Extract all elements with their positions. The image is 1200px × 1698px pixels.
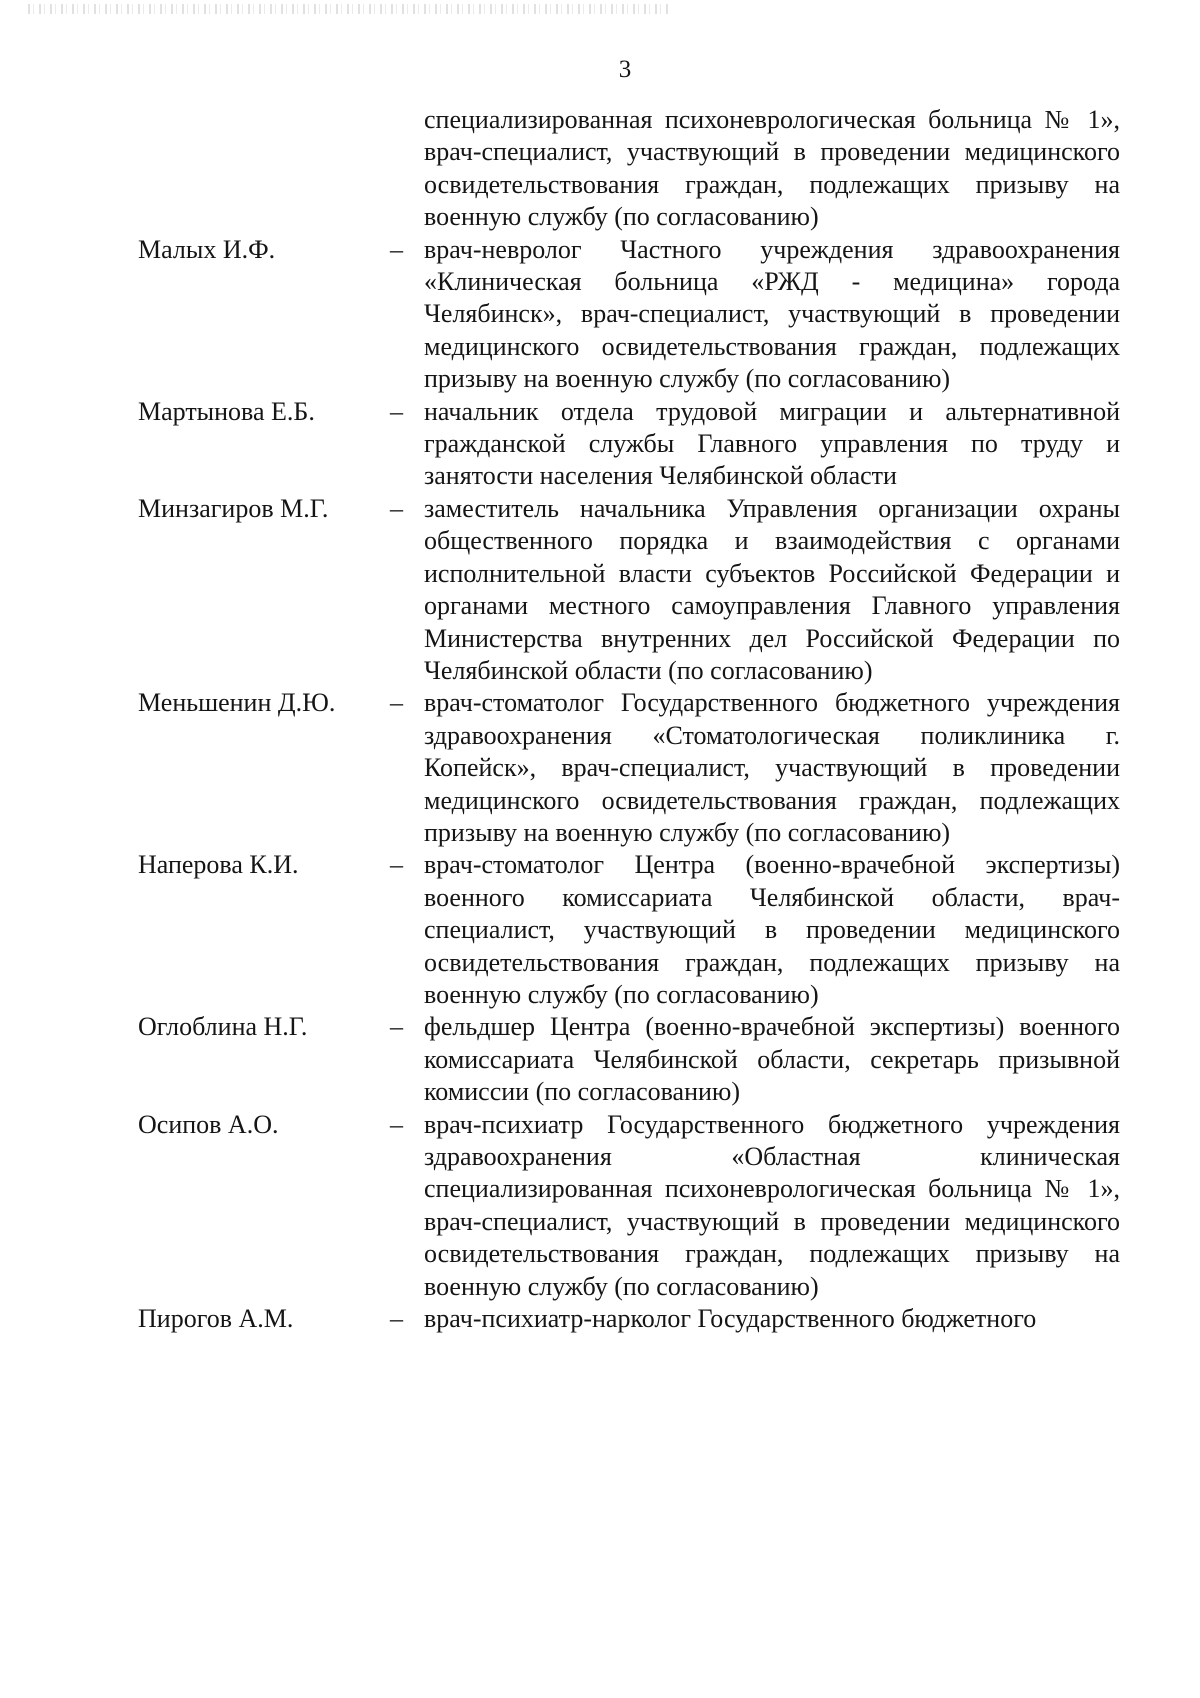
entry-dash: – bbox=[390, 1109, 403, 1139]
member-entry bbox=[138, 1011, 1118, 1108]
member-name: Осипов А.О. bbox=[138, 1109, 279, 1139]
member-name: Оглоблина Н.Г. bbox=[138, 1012, 308, 1042]
commission-member-list bbox=[138, 104, 1118, 1335]
continuation-entry bbox=[138, 104, 1118, 234]
member-name: Наперова К.И. bbox=[138, 850, 299, 880]
scan-artifact bbox=[28, 4, 668, 14]
entry-dash: – bbox=[390, 234, 403, 264]
member-name: Малых И.Ф. bbox=[138, 234, 276, 264]
member-entry bbox=[138, 849, 1118, 1011]
entry-dash: – bbox=[390, 1304, 403, 1334]
member-entry bbox=[138, 1303, 1118, 1335]
entry-description: заместитель начальника Управления организации охраны общественного порядка и взаимодействия с органами исполнительной власти субъектов Российской Федерации и органами местного самоуправления Главного управления Министерства внутренних дел Российской Федерации по Челябинской области (по согласованию) bbox=[424, 493, 1120, 685]
entry-description: специализированная психоневрологическая больница № 1», врач-специалист, участвующий в проведении медицинского освидетельствования граждан, подлежащих призыву на военную службу (по согласованию) bbox=[424, 105, 1120, 232]
member-entry bbox=[138, 1109, 1118, 1303]
entry-description: врач-стоматолог Центра (военно-врачебной экспертизы) военного комиссариата Челябинской области, врач-специалист, участвующий в проведении медицинского освидетельствования граждан, подлежащих призыву на военную службу (по согласованию) bbox=[424, 850, 1120, 1009]
member-name: Меньшенин Д.Ю. bbox=[138, 688, 336, 718]
entry-description: врач-стоматолог Государственного бюджетного учреждения здравоохранения «Стоматологическая поликлиника г. Копейск», врач-специалист, участвующий в проведении медицинского освидетельствования граждан, подлежащих призыву на военную службу (по согласованию) bbox=[424, 688, 1120, 847]
entry-description: врач-психиатр-нарколог Государственного бюджетного bbox=[424, 1304, 1037, 1334]
page-number: 3 bbox=[618, 56, 632, 83]
member-entry bbox=[138, 396, 1118, 493]
entry-dash: – bbox=[390, 1012, 403, 1042]
entry-dash: – bbox=[390, 688, 403, 718]
member-entry bbox=[138, 493, 1118, 687]
entry-name-empty bbox=[138, 104, 390, 234]
entry-dash: – bbox=[390, 396, 403, 426]
member-name: Мартынова Е.Б. bbox=[138, 396, 315, 426]
entry-description: врач-психиатр Государственного бюджетного учреждения здравоохранения «Областная клиническая специализированная психоневрологическая больница № 1», врач-специалист, участвующий в проведении медицинского освидетельствования граждан, подлежащих призыву на военную службу (по согласованию) bbox=[424, 1109, 1120, 1301]
member-entry bbox=[138, 234, 1118, 396]
member-name: Минзагиров М.Г. bbox=[138, 493, 329, 523]
entry-dash: – bbox=[390, 493, 403, 523]
entry-dash: – bbox=[390, 850, 403, 880]
entry-description: фельдшер Центра (военно-врачебной экспертизы) военного комиссариата Челябинской области, секретарь призывной комиссии (по согласованию) bbox=[424, 1012, 1120, 1107]
member-name: Пирогов А.М. bbox=[138, 1304, 294, 1334]
entry-dash-empty bbox=[390, 104, 424, 234]
entry-description: врач-невролог Частного учреждения здравоохранения «Клиническая больница «РЖД - медицина» города Челябинск», врач-специалист, участвующий в проведении медицинского освидетельствования граждан, подлежащих призыву на военную службу (по согласованию) bbox=[424, 234, 1120, 394]
member-entry bbox=[138, 687, 1118, 849]
entry-description: начальник отдела трудовой миграции и альтернативной гражданской службы Главного управления по труду и занятости населения Челябинской области bbox=[424, 396, 1120, 491]
